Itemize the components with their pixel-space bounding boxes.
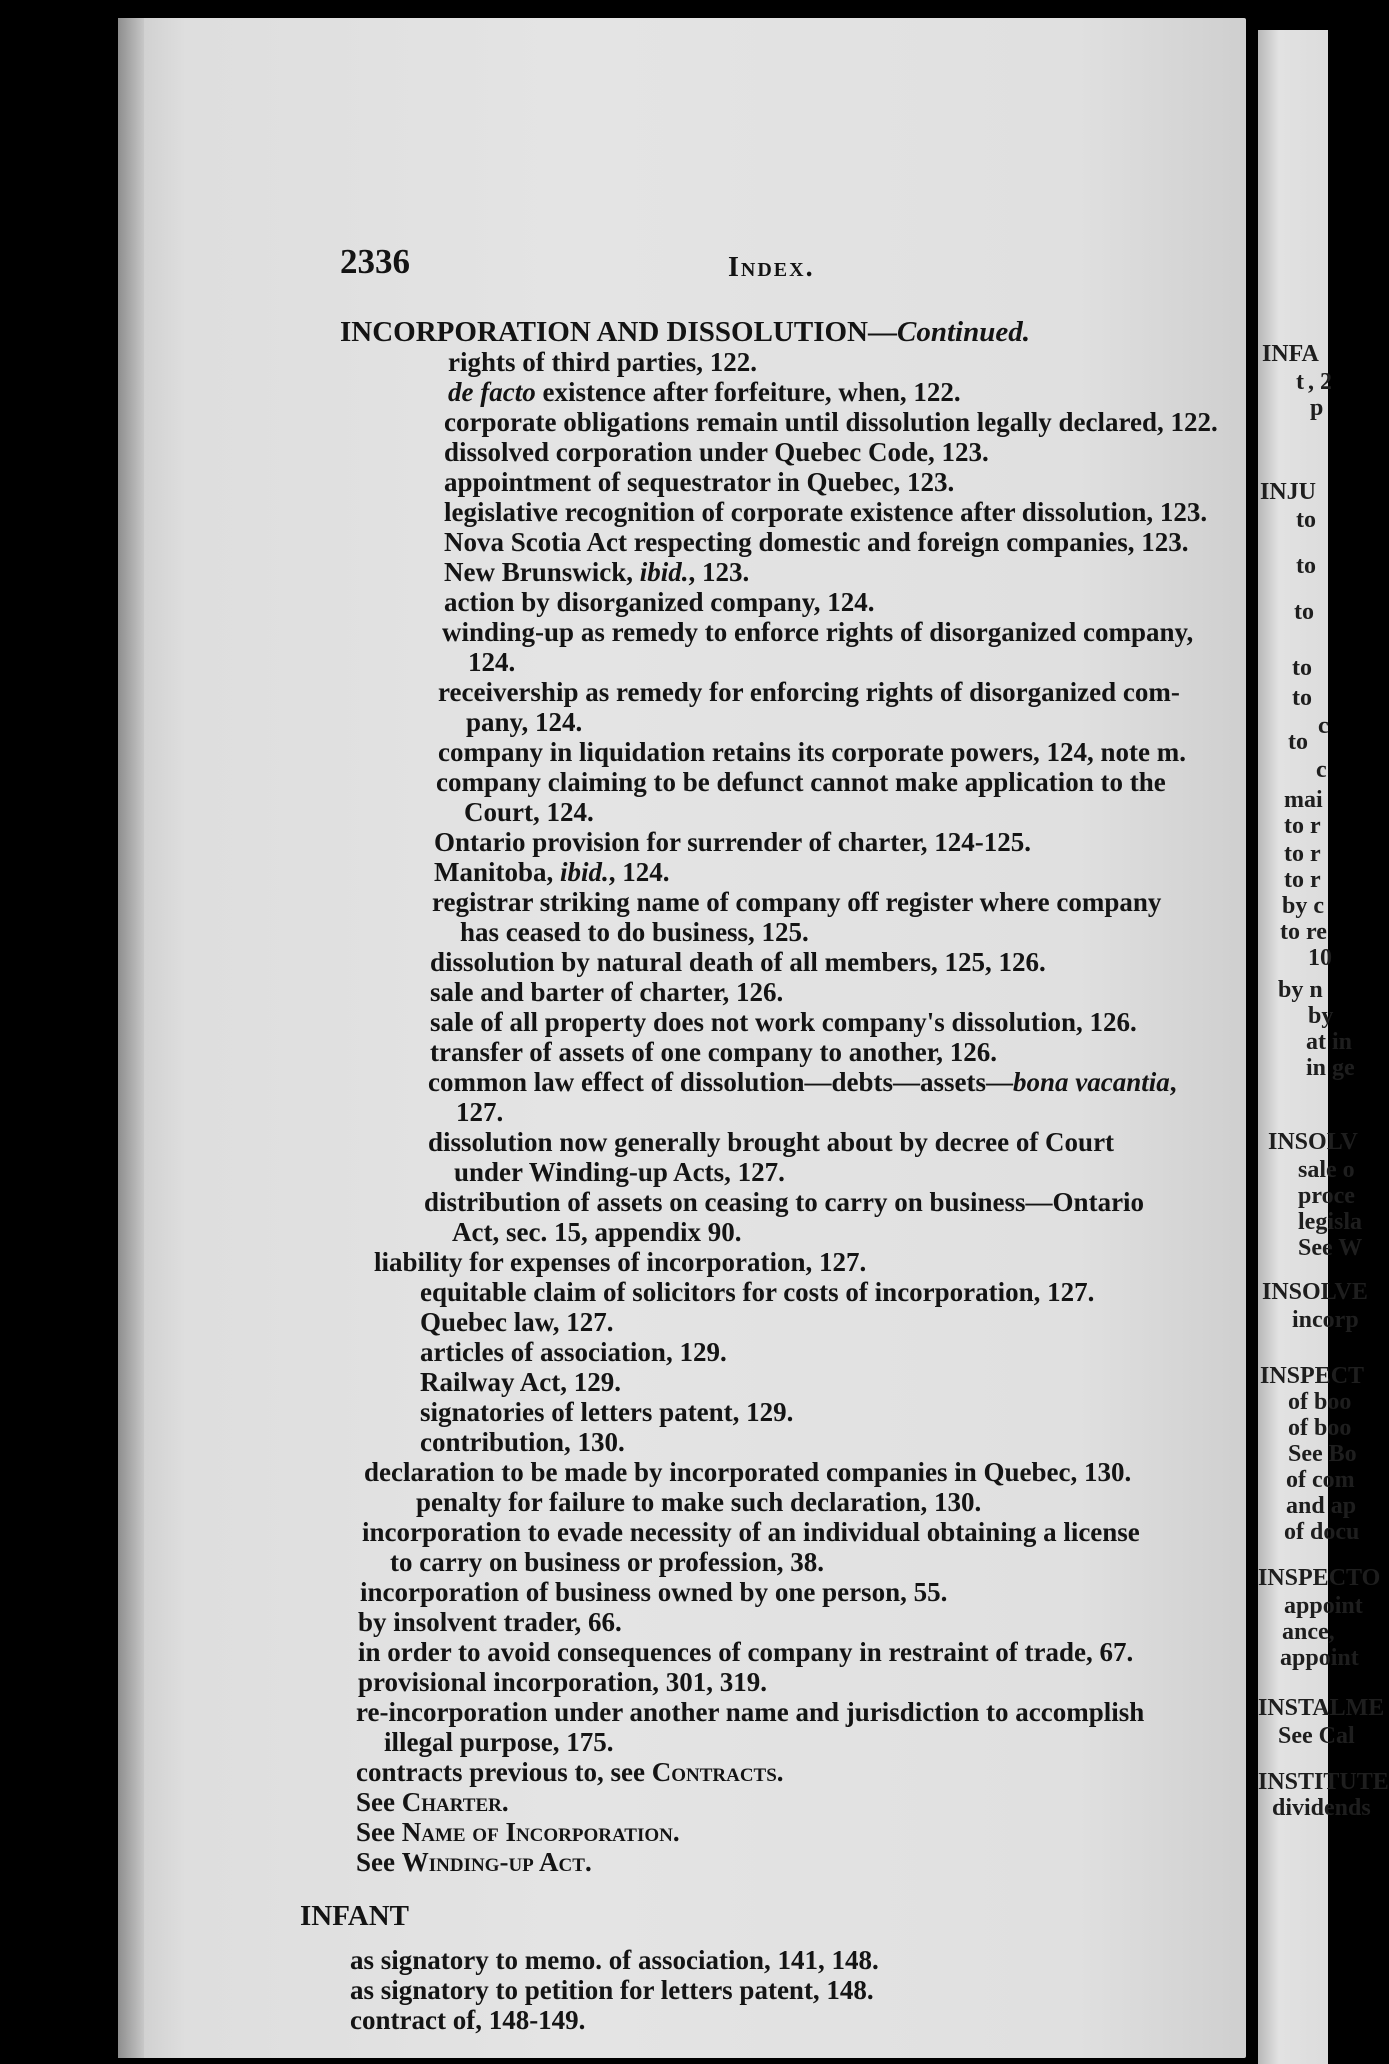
index-entry: distribution of assets on ceasing to carry on business—Ontario bbox=[424, 1187, 1145, 1217]
facing-fragment: See Cal bbox=[1278, 1723, 1355, 1749]
facing-fragment: INSTALME bbox=[1258, 1695, 1385, 1721]
index-entry: dissolution now generally brought about by decree of Court bbox=[428, 1127, 1115, 1157]
index-entry: in order to avoid consequences of company in restraint of trade, 67. bbox=[358, 1637, 1134, 1667]
running-head: Index. bbox=[728, 252, 815, 283]
facing-fragment: to bbox=[1292, 685, 1312, 711]
facing-fragment: of docu bbox=[1284, 1519, 1360, 1545]
facing-fragment: to bbox=[1292, 655, 1312, 681]
index-entry-cont: Act, sec. 15, appendix 90. bbox=[452, 1217, 742, 1247]
index-entry: winding-up as remedy to enforce rights of disorganized company, bbox=[442, 617, 1194, 647]
index-entry: signatories of letters patent, 129. bbox=[420, 1397, 794, 1427]
facing-fragment: INSPECT bbox=[1260, 1363, 1365, 1389]
index-entry-cont: illegal purpose, 175. bbox=[384, 1727, 614, 1757]
index-entry: Quebec law, 127. bbox=[420, 1307, 614, 1337]
index-entry-cont: pany, 124. bbox=[466, 707, 583, 737]
index-entry: Manitoba, ibid., 124. bbox=[434, 857, 670, 887]
index-entry: by insolvent trader, 66. bbox=[358, 1607, 622, 1637]
index-entry: contracts previous to, see Contracts. bbox=[356, 1757, 784, 1787]
page-number: 2336 bbox=[340, 242, 410, 281]
facing-fragment: t bbox=[1296, 369, 1304, 395]
infant-entry: as signatory to memo. of association, 141, 148. bbox=[350, 1945, 879, 1975]
index-entry: incorporation of business owned by one person, 55. bbox=[360, 1577, 948, 1607]
facing-fragment: INSTITUTE bbox=[1258, 1769, 1389, 1795]
index-entry-cont: to carry on business or profession, 38. bbox=[390, 1547, 825, 1577]
facing-fragment: of boo bbox=[1288, 1415, 1352, 1441]
facing-fragment: , 2 bbox=[1308, 369, 1332, 395]
index-entry: Railway Act, 129. bbox=[420, 1367, 621, 1397]
facing-fragment: c bbox=[1316, 757, 1327, 783]
index-entry: contribution, 130. bbox=[420, 1427, 625, 1457]
facing-fragment: 10 bbox=[1308, 945, 1332, 971]
index-entry: articles of association, 129. bbox=[420, 1337, 727, 1367]
index-entry: company claiming to be defunct cannot make application to the bbox=[436, 767, 1166, 797]
index-entry: See Name of Incorporation. bbox=[356, 1817, 680, 1847]
index-entry: dissolution by natural death of all members, 125, 126. bbox=[430, 947, 1046, 977]
facing-fragment: INJU bbox=[1260, 479, 1317, 505]
index-entry: re-incorporation under another name and jurisdiction to accomplish bbox=[356, 1697, 1145, 1727]
facing-fragment: to bbox=[1294, 599, 1314, 625]
index-entry: legislative recognition of corporate existence after dissolution, 123. bbox=[444, 497, 1208, 527]
index-entry: company in liquidation retains its corporate powers, 124, note m. bbox=[438, 737, 1186, 767]
facing-fragment: to r bbox=[1284, 841, 1321, 867]
facing-fragment: INSPECTO bbox=[1258, 1565, 1381, 1591]
facing-fragment: and ap bbox=[1286, 1493, 1357, 1519]
index-entry: See Winding-up Act. bbox=[356, 1847, 592, 1877]
facing-fragment: proce bbox=[1298, 1183, 1355, 1209]
heading-text: INCORPORATION AND DISSOLUTION— bbox=[340, 316, 897, 348]
facing-fragment: ance, bbox=[1282, 1619, 1335, 1645]
facing-fragment: See Bo bbox=[1288, 1441, 1357, 1467]
index-entry: Nova Scotia Act respecting domestic and foreign companies, 123. bbox=[444, 527, 1189, 557]
index-entry: New Brunswick, ibid., 123. bbox=[444, 557, 750, 587]
index-entry: provisional incorporation, 301, 319. bbox=[358, 1667, 768, 1697]
facing-fragment: of boo bbox=[1288, 1389, 1352, 1415]
facing-fragment: to bbox=[1296, 553, 1316, 579]
index-entry-cont: 127. bbox=[456, 1097, 504, 1127]
index-entry-cont: under Winding-up Acts, 127. bbox=[454, 1157, 785, 1187]
facing-fragment: to bbox=[1296, 507, 1316, 533]
heading-continued: Continued. bbox=[897, 316, 1030, 348]
facing-fragment: legisla bbox=[1298, 1209, 1362, 1235]
facing-fragment: c bbox=[1318, 713, 1329, 739]
facing-fragment: appoint bbox=[1280, 1645, 1359, 1671]
facing-fragment: to re bbox=[1280, 919, 1327, 945]
facing-fragment: by n bbox=[1278, 977, 1323, 1003]
index-entry: dissolved corporation under Quebec Code, 123. bbox=[444, 437, 989, 467]
facing-page-edge bbox=[1258, 30, 1389, 2064]
index-entry: liability for expenses of incorporation, 127. bbox=[374, 1247, 867, 1277]
facing-fragment: at in bbox=[1306, 1029, 1353, 1055]
index-entry: common law effect of dissolution—debts—assets—bona vacantia, bbox=[428, 1067, 1177, 1097]
index-heading bbox=[340, 316, 1030, 348]
facing-fragment: incorp bbox=[1292, 1307, 1359, 1333]
page-gutter-shadow bbox=[118, 18, 144, 2058]
index-entry: sale and barter of charter, 126. bbox=[430, 977, 784, 1007]
index-entry: equitable claim of solicitors for costs of incorporation, 127. bbox=[420, 1277, 1095, 1307]
facing-fragment: mai bbox=[1284, 787, 1323, 813]
index-entry: corporate obligations remain until dissolution legally declared, 122. bbox=[444, 407, 1218, 437]
index-entry-cont: 124. bbox=[468, 647, 516, 677]
index-entry-cont: Court, 124. bbox=[464, 797, 594, 827]
index-entry: See Charter. bbox=[356, 1787, 509, 1817]
facing-fragment: to r bbox=[1284, 867, 1321, 893]
index-entry: registrar striking name of company off register where company bbox=[432, 887, 1162, 917]
index-entry: declaration to be made by incorporated companies in Quebec, 130. bbox=[364, 1457, 1132, 1487]
index-entry: appointment of sequestrator in Quebec, 123. bbox=[444, 467, 955, 497]
index-entry: sale of all property does not work company's dissolution, 126. bbox=[430, 1007, 1137, 1037]
index-entry-cont: has ceased to do business, 125. bbox=[460, 917, 809, 947]
facing-fragment: by bbox=[1308, 1003, 1334, 1029]
facing-fragment: sale o bbox=[1298, 1157, 1355, 1183]
facing-fragment: p bbox=[1310, 395, 1324, 421]
index-entry-cont: penalty for failure to make such declaration, 130. bbox=[416, 1487, 982, 1517]
infant-heading: INFANT bbox=[300, 1900, 410, 1932]
infant-entry: contract of, 148-149. bbox=[350, 2005, 586, 2035]
facing-fragment: INSOLVE bbox=[1262, 1279, 1368, 1305]
facing-fragment: appoint bbox=[1284, 1593, 1363, 1619]
facing-fragment: See W bbox=[1298, 1235, 1363, 1261]
facing-fragment: INSOLV bbox=[1268, 1129, 1358, 1155]
index-entry: action by disorganized company, 124. bbox=[444, 587, 875, 617]
index-entry: incorporation to evade necessity of an individual obtaining a license bbox=[362, 1517, 1140, 1547]
infant-entry: as signatory to petition for letters patent, 148. bbox=[350, 1975, 874, 2005]
facing-fragment: INFA bbox=[1262, 341, 1319, 367]
facing-fragment: to bbox=[1288, 729, 1308, 755]
facing-fragment: dividends bbox=[1272, 1795, 1371, 1821]
index-entry: Ontario provision for surrender of charter, 124-125. bbox=[434, 827, 1031, 857]
index-entry: receivership as remedy for enforcing rights of disorganized com- bbox=[438, 677, 1180, 707]
facing-fragment: to r bbox=[1284, 813, 1321, 839]
index-entry: rights of third parties, 122. bbox=[448, 347, 757, 377]
facing-fragment: in ge bbox=[1306, 1055, 1355, 1081]
facing-fragment: by c bbox=[1282, 893, 1324, 919]
facing-fragment: of com bbox=[1286, 1467, 1355, 1493]
index-entry: transfer of assets of one company to another, 126. bbox=[430, 1037, 997, 1067]
index-entry: de facto existence after forfeiture, when, 122. bbox=[448, 377, 961, 407]
